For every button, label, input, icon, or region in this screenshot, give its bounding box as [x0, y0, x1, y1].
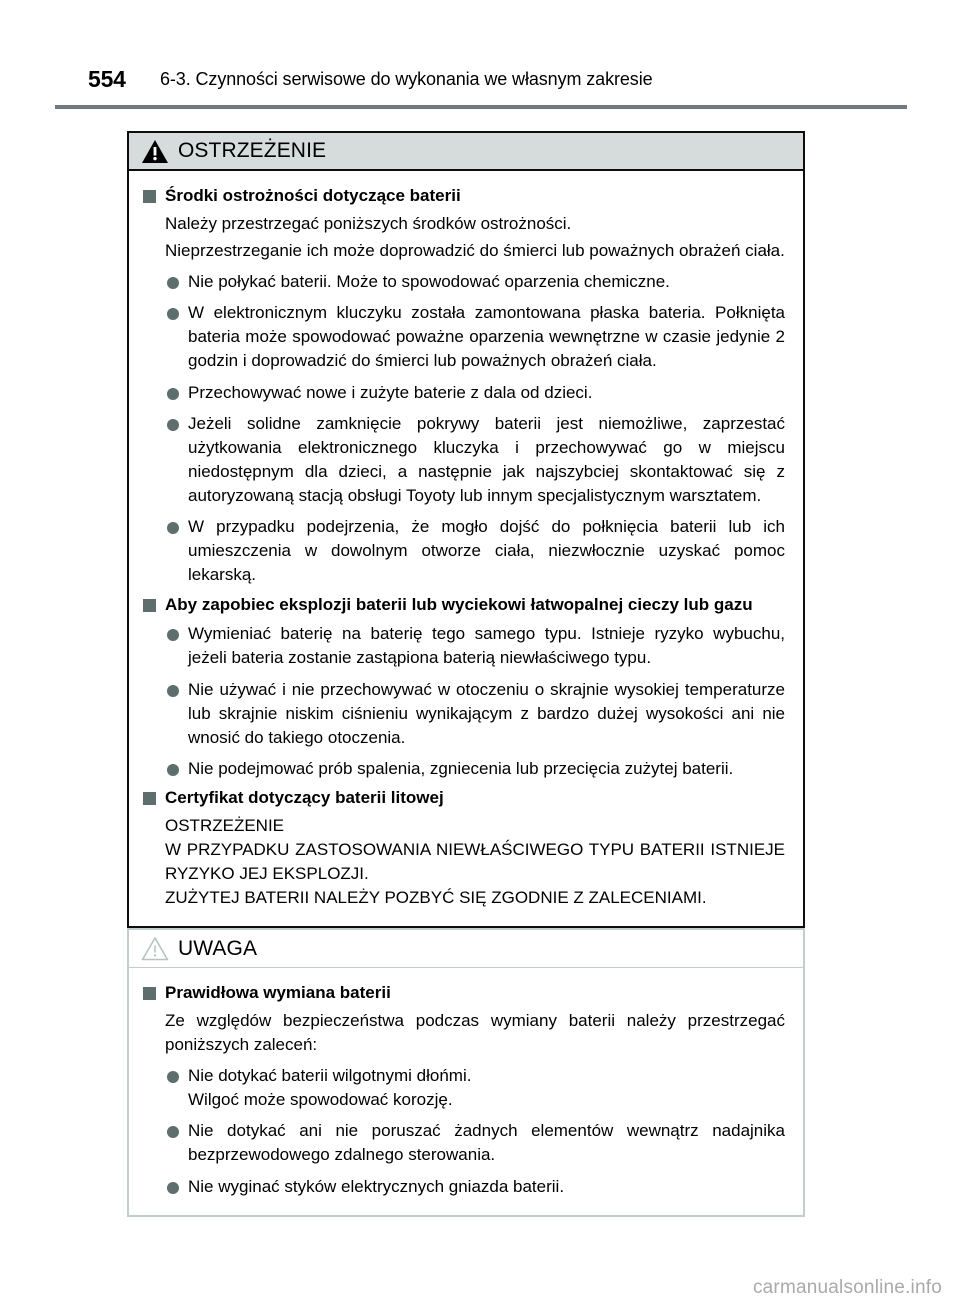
warning-box — [127, 131, 805, 928]
header-rule — [55, 105, 907, 109]
caution-box-label: UWAGA — [178, 936, 258, 960]
warning-section-3-caps-line-1: OSTRZEŻENIE — [165, 815, 285, 835]
warning-section-1-bullet-3: Przechowywać nowe i zużyte baterie z dala od dzieci. — [141, 381, 785, 405]
warning-section-3 — [141, 787, 785, 910]
warning-section-1-bullet-1: Nie połykać baterii. Może to spowodować oparzenia chemiczne. — [141, 270, 785, 294]
warning-section-1-heading: Środki ostrożności dotyczące baterii — [141, 185, 785, 207]
warning-section-3-caps-line-3: ZUŻYTEJ BATERII NALEŻY POZBYĆ SIĘ ZGODNIE Z ZALECENIAMI. — [165, 888, 707, 908]
warning-section-1-bullet-4: Jeżeli solidne zamknięcie pokrywy baterii jest niemożliwe, zaprzestać użytkowania elektronicznego kluczyka i przechowywać go w miejscu niedostępnym dla dzieci, a następnie jak najszybciej skontaktować się z autoryzowaną stacją obsługi Toyoty lub innym specjalistycznym warsztatem. — [141, 412, 785, 509]
warning-box-body — [129, 171, 803, 926]
warning-section-2-bullet-3: Nie podejmować prób spalenia, zgniecenia lub przecięcia zużytej baterii. — [141, 757, 785, 781]
bullet-sub-text: Wilgoć może spowodować korozję. — [188, 1090, 453, 1110]
warning-triangle-outline-icon — [141, 936, 169, 961]
warning-section-3-caps-line-2: W PRZYPADKU ZASTOSOWANIA NIEWŁAŚCIWEGO TYPU BATERII ISTNIEJE RYZYKO JEJ EKSPLOZJI. — [165, 839, 785, 883]
caution-section-1-bullet-2: Nie dotykać ani nie poruszać żadnych elementów wewnątrz nadajnika bezprzewodowego zdalnego sterowania. — [141, 1119, 785, 1167]
caution-box-header — [129, 930, 803, 968]
warning-section-1-paragraph-2: Nieprzestrzeganie ich może doprowadzić do śmierci lub poważnych obrażeń ciała. — [165, 240, 785, 260]
warning-section-2-bullet-1: Wymieniać baterię na baterię tego samego typu. Istnieje ryzyko wybuchu, jeżeli bateria zostanie zastąpiona baterią niewłaściwego typu. — [141, 622, 785, 670]
warning-section-2 — [141, 594, 785, 782]
warning-triangle-filled-icon — [141, 139, 169, 164]
site-watermark: carmanualsonline.info — [752, 1277, 942, 1298]
warning-box-label: OSTRZEŻENIE — [178, 139, 327, 162]
caution-section-1-bullet-3: Nie wyginać styków elektrycznych gniazda baterii. — [141, 1175, 785, 1199]
caution-section-1-heading: Prawidłowa wymiana baterii — [141, 982, 785, 1004]
warning-section-2-heading: Aby zapobiec eksplozji baterii lub wyciekowi łatwopalnej cieczy lub gazu — [141, 594, 785, 616]
warning-section-3-heading: Certyfikat dotyczący baterii litowej — [141, 787, 785, 809]
page-number: 554 — [88, 66, 126, 92]
warning-section-1-bullet-2: W elektronicznym kluczyku została zamontowana płaska bateria. Połknięta bateria może spowodować poważne oparzenia wewnętrzne w czasie jedynie 2 godzin i doprowadzić do śmierci lub poważnych obrażeń ciała. — [141, 301, 785, 373]
caution-section-1-bullet-1 — [141, 1064, 785, 1112]
caution-section-1-paragraph-1: Ze względów bezpieczeństwa podczas wymiany baterii należy przestrzegać poniższych zaleceń: — [165, 1010, 785, 1054]
page-running-header — [0, 66, 960, 106]
caution-box-body — [129, 968, 803, 1215]
caution-box — [127, 928, 805, 1217]
warning-section-1-paragraph-1: Należy przestrzegać poniższych środków ostrożności. — [165, 213, 572, 233]
warning-section-1 — [141, 185, 785, 588]
warning-box-header — [129, 133, 803, 171]
warning-section-1-bullet-5: W przypadku podejrzenia, że mogło dojść do połknięcia baterii lub ich umieszczenia w dowolnym otworze ciała, niezwłocznie uzyskać pomoc lekarską. — [141, 515, 785, 587]
caution-section-1 — [141, 982, 785, 1199]
bullet-main-text: Nie dotykać baterii wilgotnymi dłońmi. — [188, 1066, 472, 1085]
section-title: 6-3. Czynności serwisowe do wykonania we własnym zakresie — [160, 69, 653, 89]
warning-section-2-bullet-2: Nie używać i nie przechowywać w otoczeniu o skrajnie wysokiej temperaturze lub skrajnie niskim ciśnieniu wynikającym z bardzo dużej wysokości ani nie wnosić do takiego otoczenia. — [141, 678, 785, 750]
